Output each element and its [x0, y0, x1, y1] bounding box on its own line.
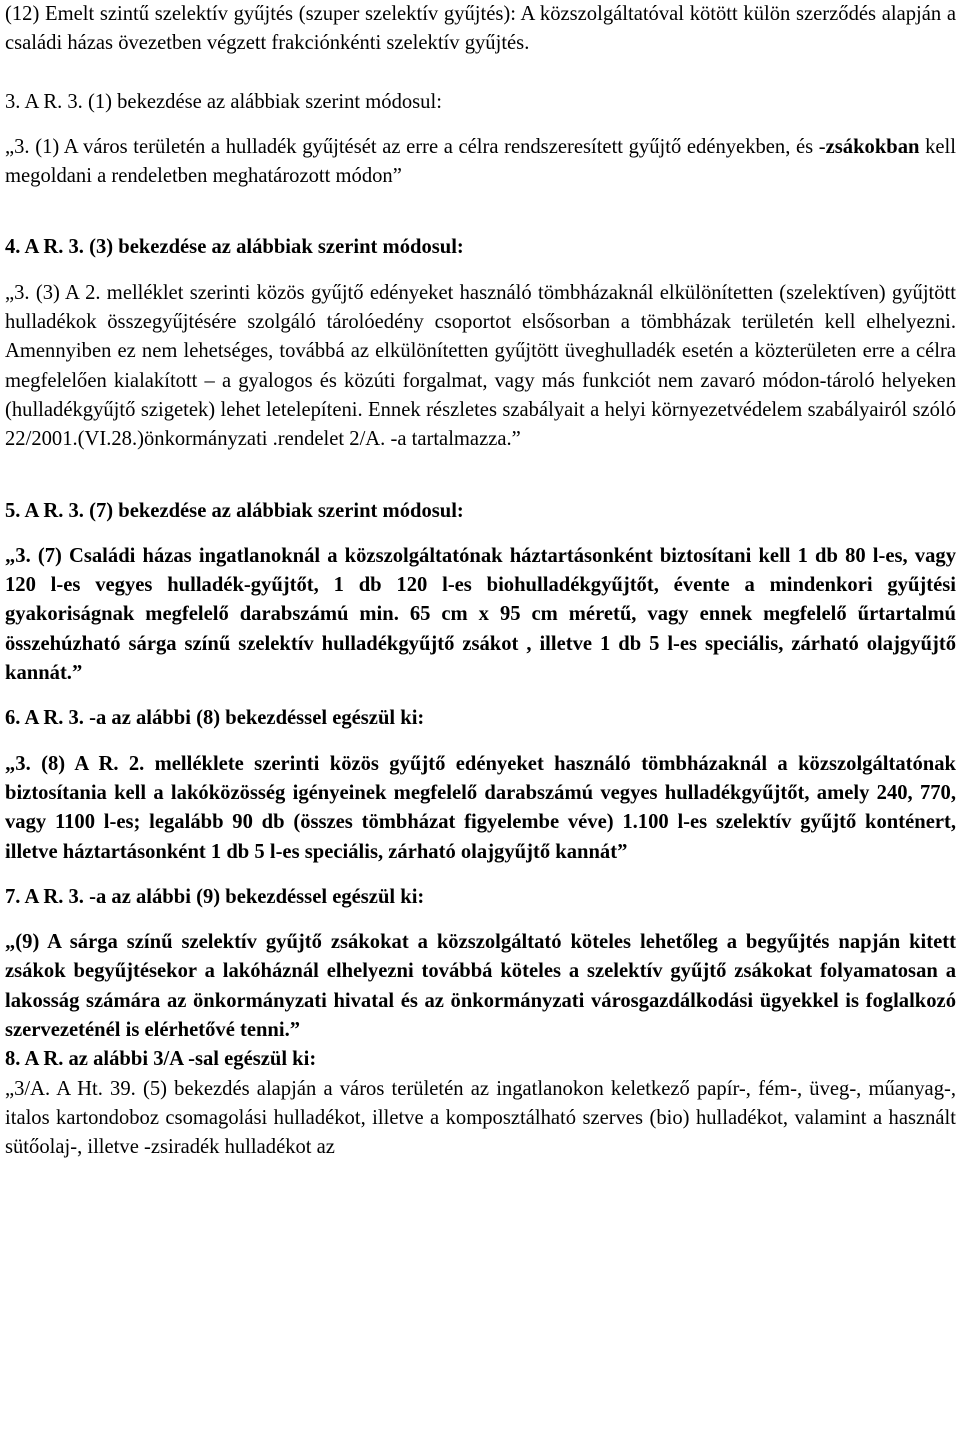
- amendment-heading-4: 4. A R. 3. (3) bekezdése az alábbiak szerint módosul:: [5, 236, 464, 259]
- amendment-text-3-start: „3. (1) A város területén a hulladék gyűjtését az erre a célra rendszeresített gyűjtő edényekben, és -: [5, 135, 826, 158]
- amendment-text-5: „3. (7) Családi házas ingatlanoknál a közszolgáltatónak háztartásonként biztosítani kell 1 db 80 l-es, vagy 120 l-es vegyes hulladék-gyűjtőt, 1 db 120 l-es biohulladékgyűjtőt, évente a mindenkori gyűjtési gyakoriságnak megfelelő darabszámú min. 65 cm x 95 cm méretű, vagy ennek megfelelő űrtartalmú összehúzható sárga színű szelektív hulladékgyűjtő zsákot , illetve 1 db 5 l-es speciális, zárható olajgyűjtő kannát.”: [5, 544, 956, 685]
- amendment-text-4: „3. (3) A 2. melléklet szerinti közös gyűjtő edényeket használó tömbházaknál elkülönítetten (szelektíven) gyűjtött hulladékok összegyűjtésére szolgáló tárolóedény csoportot elsősorban a tömbházak területén kell elhelyezni. Amennyiben ez nem lehetséges, továbbá az elkülönítetten gyűjtött üveghulladék esetén a közterületen erre a célra megfelelően kialakított – a gyalogos és közúti forgalmat, vagy más funkciót nem zavaró módon-tároló helyeken (hulladékgyűjtő szigetek) lehet letelepíteni. Ennek részletes szabályait a helyi környezetvédelem szabályairól szóló 22/2001.(VI.28.)önkormányzati .rendelet 2/A. -a tartalmazza.”: [5, 281, 956, 451]
- amendment-heading-7: 7. A R. 3. -a az alábbi (9) bekezdéssel egészül ki:: [5, 885, 425, 908]
- amendment-text-3: [5, 133, 956, 192]
- amendment-text-3-end: kell megoldani a rendeletben meghatározott módon”: [5, 135, 956, 188]
- amendment-text-7: „(9) A sárga színű szelektív gyűjtő zsákokat a közszolgáltató köteles lehetőleg a begyűjtés napján kitett zsákok begyűjtésekor a lakóháznál elhelyezni továbbá köteles a szelektív gyűjtő zsákokat folyamatosan a lakosság számára az önkormányzati hivatal és az önkormányzati városgazdálkodási ügyekkel is foglalkozó szervezeténél is elérhetővé tenni.”: [5, 931, 956, 1042]
- amendment-text-8: „3/A. A Ht. 39. (5) bekezdés alapján a város területén az ingatlanokon keletkező papír-, fém-, üveg-, műanyag-, italos kartondoboz csomagolási hulladékot, illetve a komposztálható szerves (bio) hulladékot, valamint a használt sütőolaj-, illetve -zsiradék hulladékot az: [5, 1077, 956, 1159]
- amendment-heading-6: 6. A R. 3. -a az alábbi (8) bekezdéssel egészül ki:: [5, 707, 425, 730]
- amendment-text-3-bold: zsákokban: [825, 135, 920, 158]
- amendment-text-6: „3. (8) A R. 2. melléklete szerinti közös gyűjtő edényeket használó tömbházaknál a közszolgáltatónak biztosítania kell a lakóközösség igényeinek megfelelő darabszámú vegyes hulladékgyűjtőt, amely 240, 770, vagy 1100 l-es; legalább 90 db (összes tömbházat figyelembe véve) 1.100 l-es szelektív gyűjtő konténert, illetve háztartásonként 1 db 5 l-es speciális, zárható olajgyűjtő kannát”: [5, 752, 956, 863]
- amendment-heading-5: 5. A R. 3. (7) bekezdése az alábbiak szerint módosul:: [5, 499, 464, 522]
- paragraph-12: (12) Emelt szintű szelektív gyűjtés (szuper szelektív gyűjtés): A közszolgáltatóval kötött külön szerződés alapján a családi házas övezetben végzett frakciónkénti szelektív gyűjtés.: [5, 3, 956, 55]
- amendment-heading-8: 8. A R. az alábbi 3/A -sal egészül ki:: [5, 1048, 317, 1071]
- amendment-heading-3: 3. A R. 3. (1) bekezdése az alábbiak szerint módosul:: [5, 90, 442, 113]
